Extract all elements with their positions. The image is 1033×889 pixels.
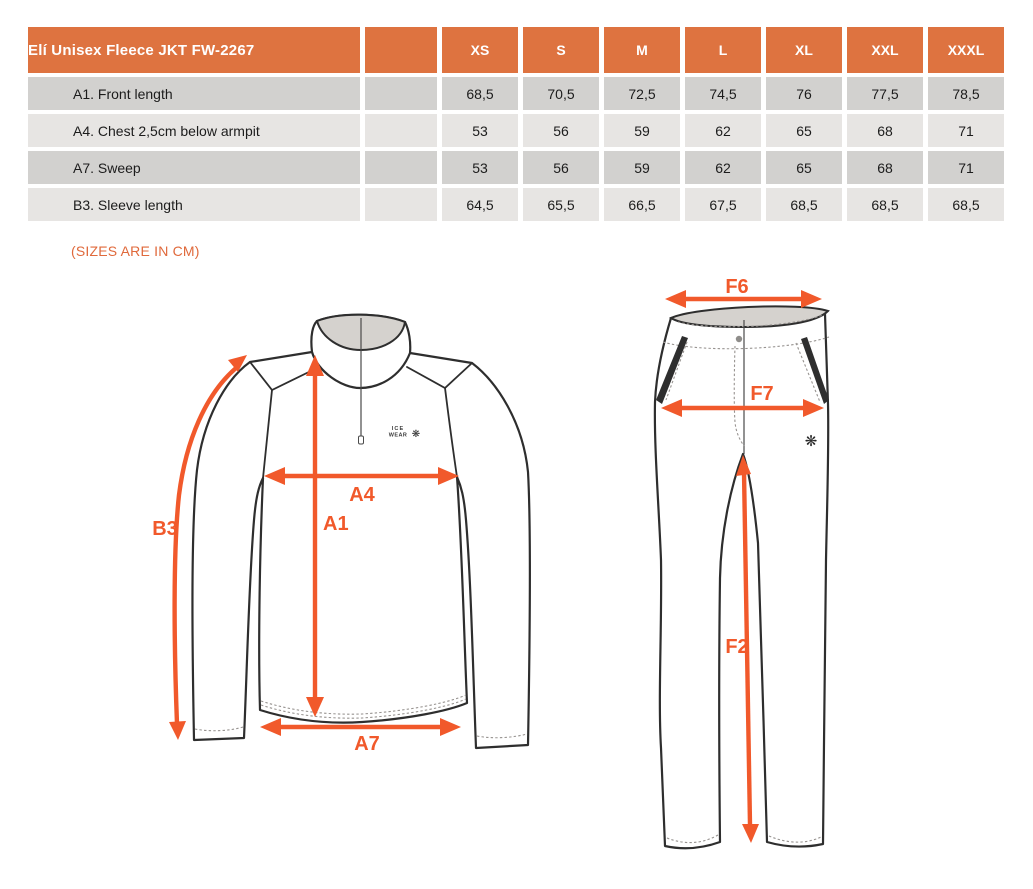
pants-snowflake-icon: ❋ <box>804 432 818 450</box>
table-row <box>28 188 1004 221</box>
measurement-label: A4. Chest 2,5cm below armpit <box>28 114 360 147</box>
dimension-label-a7: A7 <box>354 733 380 755</box>
measurement-value: 68,5 <box>766 188 842 221</box>
pants-button <box>736 336 742 342</box>
size-column-header: L <box>685 27 761 73</box>
measurement-value: 68,5 <box>847 188 923 221</box>
measurement-value: 68,5 <box>442 77 518 110</box>
dimension-label-b3: B3 <box>152 518 178 540</box>
size-column-header: M <box>604 27 680 73</box>
spacer-cell <box>365 151 437 184</box>
measurement-value: 62 <box>685 151 761 184</box>
measurement-value: 74,5 <box>685 77 761 110</box>
measurement-value: 59 <box>604 114 680 147</box>
measurement-value: 62 <box>685 114 761 147</box>
table-row <box>28 114 1004 147</box>
size-table <box>23 23 1009 225</box>
size-column-header: S <box>523 27 599 73</box>
dimension-label-f7: F7 <box>750 383 774 405</box>
table-header-row <box>28 27 1004 73</box>
spacer-cell <box>365 188 437 221</box>
measurement-value: 59 <box>604 151 680 184</box>
measurement-value: 65 <box>766 114 842 147</box>
measurement-value: 53 <box>442 151 518 184</box>
measurement-value: 70,5 <box>523 77 599 110</box>
table-row <box>28 151 1004 184</box>
measurement-label: B3. Sleeve length <box>28 188 360 221</box>
size-column-header: XS <box>442 27 518 73</box>
dimension-f6 <box>665 278 822 308</box>
product-title: Elí Unisex Fleece JKT FW-2267 <box>28 27 360 73</box>
measurement-value: 68 <box>847 151 923 184</box>
size-column-header: XXL <box>847 27 923 73</box>
measurement-value: 53 <box>442 114 518 147</box>
units-note: (SIZES ARE IN CM) <box>71 243 200 259</box>
measurement-value: 66,5 <box>604 188 680 221</box>
measurement-label: A1. Front length <box>28 77 360 110</box>
jacket-logo-line1: ICE <box>391 426 405 432</box>
dimension-label-a1: A1 <box>323 513 349 535</box>
jacket-diagram <box>130 300 570 780</box>
table-body <box>28 77 1004 221</box>
measurement-value: 78,5 <box>928 77 1004 110</box>
size-column-header: XL <box>766 27 842 73</box>
measurement-value: 76 <box>766 77 842 110</box>
spacer-cell <box>365 77 437 110</box>
measurement-value: 71 <box>928 151 1004 184</box>
measurement-value: 68,5 <box>928 188 1004 221</box>
jacket-logo-line2: WEAR <box>388 432 408 439</box>
measurement-value: 72,5 <box>604 77 680 110</box>
dimension-label-f6: F6 <box>725 278 749 298</box>
size-column-header: XXXL <box>928 27 1004 73</box>
pants-diagram <box>640 278 850 878</box>
measurement-value: 77,5 <box>847 77 923 110</box>
measurement-value: 65,5 <box>523 188 599 221</box>
jacket-zipper-pull <box>359 436 364 444</box>
jacket-snowflake-icon: ❋ <box>411 429 421 440</box>
measurement-value: 71 <box>928 114 1004 147</box>
measurement-value: 56 <box>523 151 599 184</box>
table-row <box>28 77 1004 110</box>
measurement-value: 67,5 <box>685 188 761 221</box>
measurement-value: 65 <box>766 151 842 184</box>
measurement-value: 56 <box>523 114 599 147</box>
spacer-cell <box>365 114 437 147</box>
measurement-value: 68 <box>847 114 923 147</box>
spacer-header-cell <box>365 27 437 73</box>
pants-body-outline <box>655 314 828 848</box>
measurement-value: 64,5 <box>442 188 518 221</box>
dimension-a7 <box>260 718 461 755</box>
dimension-label-a4: A4 <box>349 484 375 506</box>
dimension-label-f2: F2 <box>725 636 749 658</box>
measurement-label: A7. Sweep <box>28 151 360 184</box>
